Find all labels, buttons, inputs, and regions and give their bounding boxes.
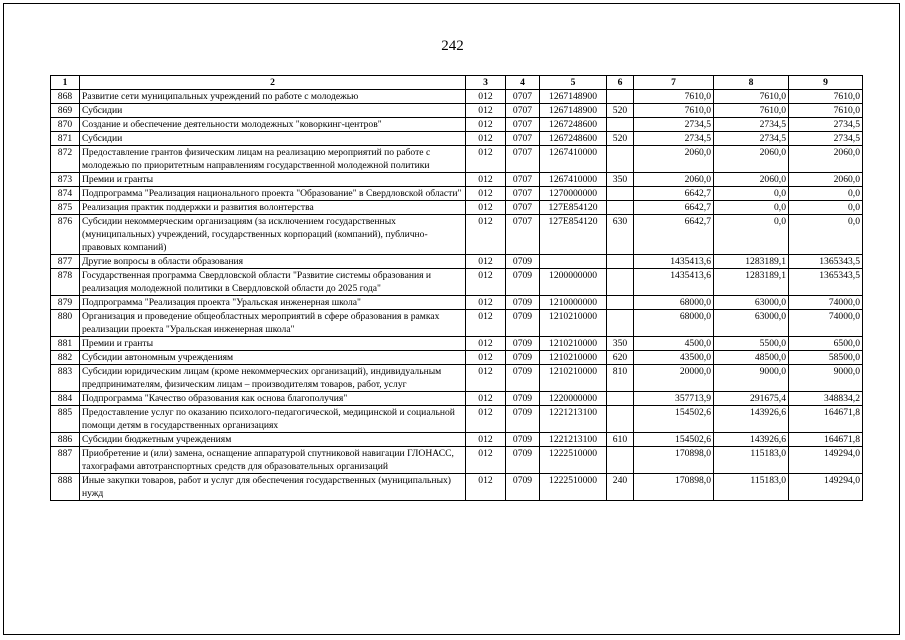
target-article-code: 1220000000 — [540, 392, 607, 406]
amount-year-1: 1435413,6 — [634, 269, 714, 296]
row-description: Создание и обеспечение деятельности молодежных "коворкинг-центров" — [80, 118, 466, 132]
target-article-code: 1200000000 — [540, 269, 607, 296]
table-row — [51, 337, 863, 351]
target-article-code: 1210210000 — [540, 351, 607, 365]
expense-type-code — [607, 255, 634, 269]
target-article-code: 127E854120 — [540, 215, 607, 255]
expense-type-code: 810 — [607, 365, 634, 392]
target-article-code: 1221213100 — [540, 406, 607, 433]
target-article-code: 1221213100 — [540, 433, 607, 447]
amount-year-3: 149294,0 — [789, 474, 863, 501]
expense-type-code: 610 — [607, 433, 634, 447]
row-number: 873 — [51, 173, 80, 187]
ministry-code: 012 — [466, 132, 506, 146]
ministry-code: 012 — [466, 406, 506, 433]
amount-year-3: 1365343,5 — [789, 269, 863, 296]
row-number: 877 — [51, 255, 80, 269]
row-description: Иные закупки товаров, работ и услуг для обеспечения государственных (муниципальных) нужд — [80, 474, 466, 501]
amount-year-2: 1283189,1 — [714, 269, 789, 296]
target-article-code: 1267410000 — [540, 146, 607, 173]
table-row — [51, 173, 863, 187]
expense-type-code — [607, 269, 634, 296]
expense-type-code — [607, 296, 634, 310]
amount-year-1: 357713,9 — [634, 392, 714, 406]
amount-year-1: 2734,5 — [634, 132, 714, 146]
ministry-code: 012 — [466, 365, 506, 392]
row-description: Другие вопросы в области образования — [80, 255, 466, 269]
row-number: 888 — [51, 474, 80, 501]
column-header: 3 — [466, 76, 506, 90]
row-description: Субсидии — [80, 104, 466, 118]
target-article-code: 1267248600 — [540, 118, 607, 132]
amount-year-3: 149294,0 — [789, 447, 863, 474]
amount-year-1: 7610,0 — [634, 90, 714, 104]
amount-year-2: 291675,4 — [714, 392, 789, 406]
table-row — [51, 406, 863, 433]
expense-type-code: 620 — [607, 351, 634, 365]
row-description: Премии и гранты — [80, 337, 466, 351]
amount-year-1: 20000,0 — [634, 365, 714, 392]
row-description: Субсидии автономным учреждениям — [80, 351, 466, 365]
row-number: 883 — [51, 365, 80, 392]
row-number: 869 — [51, 104, 80, 118]
section-code: 0707 — [506, 215, 540, 255]
amount-year-3: 1365343,5 — [789, 255, 863, 269]
section-code: 0709 — [506, 296, 540, 310]
table-row — [51, 269, 863, 296]
amount-year-3: 7610,0 — [789, 90, 863, 104]
amount-year-3: 348834,2 — [789, 392, 863, 406]
amount-year-3: 164671,8 — [789, 406, 863, 433]
amount-year-1: 6642,7 — [634, 215, 714, 255]
target-article-code: 1270000000 — [540, 187, 607, 201]
table-row — [51, 447, 863, 474]
table-row — [51, 310, 863, 337]
expense-type-code — [607, 447, 634, 474]
section-code: 0709 — [506, 474, 540, 501]
ministry-code: 012 — [466, 104, 506, 118]
column-header: 6 — [607, 76, 634, 90]
amount-year-3: 2060,0 — [789, 173, 863, 187]
table-row — [51, 474, 863, 501]
ministry-code: 012 — [466, 215, 506, 255]
ministry-code: 012 — [466, 201, 506, 215]
row-description: Государственная программа Свердловской области "Развитие системы образования и реализация молодежной политики в Свердловской области до 2025 года" — [80, 269, 466, 296]
amount-year-3: 2734,5 — [789, 118, 863, 132]
expense-type-code: 350 — [607, 173, 634, 187]
ministry-code: 012 — [466, 269, 506, 296]
row-description: Развитие сети муниципальных учреждений по работе с молодежью — [80, 90, 466, 104]
expense-type-code — [607, 90, 634, 104]
ministry-code: 012 — [466, 146, 506, 173]
amount-year-3: 164671,8 — [789, 433, 863, 447]
amount-year-3: 9000,0 — [789, 365, 863, 392]
section-code: 0707 — [506, 187, 540, 201]
expense-type-code — [607, 310, 634, 337]
ministry-code: 012 — [466, 447, 506, 474]
section-code: 0707 — [506, 132, 540, 146]
column-header: 5 — [540, 76, 607, 90]
amount-year-3: 58500,0 — [789, 351, 863, 365]
amount-year-2: 0,0 — [714, 215, 789, 255]
section-code: 0707 — [506, 118, 540, 132]
expense-type-code: 630 — [607, 215, 634, 255]
ministry-code: 012 — [466, 118, 506, 132]
expense-type-code: 350 — [607, 337, 634, 351]
row-description: Подпрограмма "Качество образования как основа благополучия" — [80, 392, 466, 406]
amount-year-1: 4500,0 — [634, 337, 714, 351]
expense-type-code — [607, 201, 634, 215]
target-article-code: 1267148900 — [540, 90, 607, 104]
header-row — [51, 76, 863, 90]
row-number: 879 — [51, 296, 80, 310]
row-description: Организация и проведение общеобластных мероприятий в сфере образования в рамках реализации проекта "Уральская инженерная школа" — [80, 310, 466, 337]
expense-type-code — [607, 392, 634, 406]
amount-year-2: 5500,0 — [714, 337, 789, 351]
ministry-code: 012 — [466, 433, 506, 447]
amount-year-1: 43500,0 — [634, 351, 714, 365]
amount-year-1: 7610,0 — [634, 104, 714, 118]
row-number: 871 — [51, 132, 80, 146]
ministry-code: 012 — [466, 255, 506, 269]
row-description: Реализация практик поддержки и развития волонтерства — [80, 201, 466, 215]
expense-type-code — [607, 118, 634, 132]
table-row — [51, 365, 863, 392]
amount-year-1: 2060,0 — [634, 173, 714, 187]
row-description: Субсидии бюджетным учреждениям — [80, 433, 466, 447]
amount-year-3: 0,0 — [789, 215, 863, 255]
table-row — [51, 132, 863, 146]
row-number: 886 — [51, 433, 80, 447]
row-description: Подпрограмма "Реализация проекта "Уральская инженерная школа" — [80, 296, 466, 310]
amount-year-1: 154502,6 — [634, 406, 714, 433]
table-row — [51, 215, 863, 255]
target-article-code: 1210000000 — [540, 296, 607, 310]
amount-year-2: 2734,5 — [714, 132, 789, 146]
amount-year-1: 170898,0 — [634, 447, 714, 474]
section-code: 0709 — [506, 337, 540, 351]
expense-type-code — [607, 187, 634, 201]
amount-year-2: 2060,0 — [714, 146, 789, 173]
target-article-code: 1267248600 — [540, 132, 607, 146]
target-article-code: 1210210000 — [540, 365, 607, 392]
row-number: 868 — [51, 90, 80, 104]
row-number: 884 — [51, 392, 80, 406]
section-code: 0707 — [506, 90, 540, 104]
amount-year-2: 0,0 — [714, 187, 789, 201]
table-row — [51, 296, 863, 310]
row-number: 882 — [51, 351, 80, 365]
amount-year-3: 0,0 — [789, 201, 863, 215]
amount-year-1: 6642,7 — [634, 187, 714, 201]
table-row — [51, 201, 863, 215]
amount-year-2: 143926,6 — [714, 433, 789, 447]
row-description: Премии и гранты — [80, 173, 466, 187]
amount-year-2: 0,0 — [714, 201, 789, 215]
amount-year-1: 2060,0 — [634, 146, 714, 173]
amount-year-2: 143926,6 — [714, 406, 789, 433]
amount-year-3: 2060,0 — [789, 146, 863, 173]
amount-year-2: 115183,0 — [714, 474, 789, 501]
ministry-code: 012 — [466, 351, 506, 365]
ministry-code: 012 — [466, 474, 506, 501]
amount-year-3: 74000,0 — [789, 310, 863, 337]
expense-type-code — [607, 146, 634, 173]
ministry-code: 012 — [466, 310, 506, 337]
column-header: 8 — [714, 76, 789, 90]
table-body — [51, 90, 863, 501]
section-code: 0709 — [506, 433, 540, 447]
column-header: 7 — [634, 76, 714, 90]
table-row — [51, 433, 863, 447]
row-description: Подпрограмма "Реализация национального проекта "Образование" в Свердловской области" — [80, 187, 466, 201]
amount-year-2: 7610,0 — [714, 90, 789, 104]
target-article-code — [540, 255, 607, 269]
amount-year-1: 68000,0 — [634, 310, 714, 337]
section-code: 0707 — [506, 173, 540, 187]
section-code: 0709 — [506, 310, 540, 337]
section-code: 0709 — [506, 365, 540, 392]
amount-year-2: 9000,0 — [714, 365, 789, 392]
table-row — [51, 255, 863, 269]
amount-year-3: 6500,0 — [789, 337, 863, 351]
row-description: Субсидии юридическим лицам (кроме некоммерческих организаций), индивидуальным предпринимателям, физическим лицам – производителям товаров, работ, услуг — [80, 365, 466, 392]
ministry-code: 012 — [466, 337, 506, 351]
amount-year-2: 48500,0 — [714, 351, 789, 365]
amount-year-3: 2734,5 — [789, 132, 863, 146]
row-number: 887 — [51, 447, 80, 474]
amount-year-1: 2734,5 — [634, 118, 714, 132]
section-code: 0709 — [506, 447, 540, 474]
table-row — [51, 146, 863, 173]
section-code: 0709 — [506, 269, 540, 296]
amount-year-3: 7610,0 — [789, 104, 863, 118]
expense-type-code: 520 — [607, 104, 634, 118]
table-row — [51, 187, 863, 201]
row-description: Предоставление услуг по оказанию психолого-педагогической, медицинской и социальной помощи детям в государственных организациях — [80, 406, 466, 433]
target-article-code: 1210210000 — [540, 310, 607, 337]
amount-year-2: 2060,0 — [714, 173, 789, 187]
row-number: 885 — [51, 406, 80, 433]
amount-year-2: 115183,0 — [714, 447, 789, 474]
column-header: 9 — [789, 76, 863, 90]
ministry-code: 012 — [466, 296, 506, 310]
amount-year-1: 6642,7 — [634, 201, 714, 215]
row-number: 875 — [51, 201, 80, 215]
column-header: 1 — [51, 76, 80, 90]
budget-table — [50, 75, 863, 501]
column-header: 2 — [80, 76, 466, 90]
row-number: 881 — [51, 337, 80, 351]
row-number: 872 — [51, 146, 80, 173]
table-row — [51, 90, 863, 104]
section-code: 0707 — [506, 104, 540, 118]
target-article-code: 1222510000 — [540, 447, 607, 474]
amount-year-2: 1283189,1 — [714, 255, 789, 269]
amount-year-2: 2734,5 — [714, 118, 789, 132]
amount-year-1: 170898,0 — [634, 474, 714, 501]
table-row — [51, 392, 863, 406]
ministry-code: 012 — [466, 90, 506, 104]
amount-year-1: 154502,6 — [634, 433, 714, 447]
amount-year-2: 63000,0 — [714, 296, 789, 310]
amount-year-3: 0,0 — [789, 187, 863, 201]
row-description: Предоставление грантов физическим лицам на реализацию мероприятий по работе с молодежью по приоритетным направлениям государственной молодежной политики — [80, 146, 466, 173]
row-description: Приобретение и (или) замена, оснащение аппаратурой спутниковой навигации ГЛОНАСС, тахографами автотранспортных средств для образовательных организаций — [80, 447, 466, 474]
row-description: Субсидии некоммерческим организациям (за исключением государственных (муниципальных) учреждений, государственных корпораций (компаний), публично-правовых компаний) — [80, 215, 466, 255]
section-code: 0707 — [506, 146, 540, 173]
table-row — [51, 118, 863, 132]
row-number: 876 — [51, 215, 80, 255]
ministry-code: 012 — [466, 187, 506, 201]
table-row — [51, 104, 863, 118]
table-row — [51, 351, 863, 365]
target-article-code: 127E854120 — [540, 201, 607, 215]
row-number: 870 — [51, 118, 80, 132]
section-code: 0709 — [506, 392, 540, 406]
row-number: 880 — [51, 310, 80, 337]
amount-year-2: 7610,0 — [714, 104, 789, 118]
row-description: Субсидии — [80, 132, 466, 146]
target-article-code: 1222510000 — [540, 474, 607, 501]
row-number: 874 — [51, 187, 80, 201]
amount-year-1: 68000,0 — [634, 296, 714, 310]
expense-type-code — [607, 406, 634, 433]
column-header: 4 — [506, 76, 540, 90]
amount-year-1: 1435413,6 — [634, 255, 714, 269]
expense-type-code: 240 — [607, 474, 634, 501]
row-number: 878 — [51, 269, 80, 296]
amount-year-3: 74000,0 — [789, 296, 863, 310]
section-code: 0707 — [506, 201, 540, 215]
page-number: 242 — [441, 38, 464, 54]
section-code: 0709 — [506, 406, 540, 433]
ministry-code: 012 — [466, 392, 506, 406]
target-article-code: 1267148900 — [540, 104, 607, 118]
ministry-code: 012 — [466, 173, 506, 187]
target-article-code: 1210210000 — [540, 337, 607, 351]
expense-type-code: 520 — [607, 132, 634, 146]
target-article-code: 1267410000 — [540, 173, 607, 187]
amount-year-2: 63000,0 — [714, 310, 789, 337]
section-code: 0709 — [506, 255, 540, 269]
section-code: 0709 — [506, 351, 540, 365]
